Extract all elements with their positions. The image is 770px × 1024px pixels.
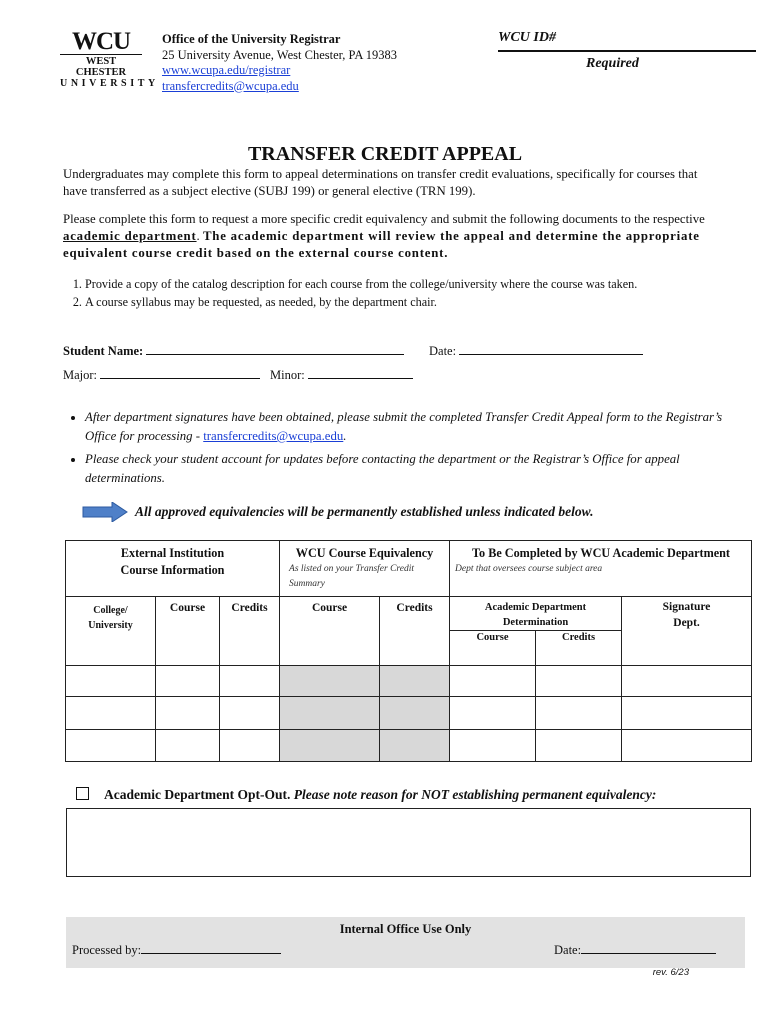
table-row — [66, 730, 752, 762]
logo-line2: WEST CHESTER — [60, 54, 142, 78]
instructions-paragraph — [63, 211, 713, 262]
dept-header: To Be Completed by WCU Academic Department — [472, 546, 730, 560]
bullet-text: After department signatures have been obtained, please submit the completed Transfer Credit Appeal form to the Registrar’s Office for processing - — [85, 410, 723, 443]
permanent-note: All approved equivalencies will be permanently established unless indicated below. — [135, 504, 594, 519]
wcu-course-header: Course — [280, 597, 380, 666]
instructions-period: . — [196, 229, 203, 243]
office-use-section — [66, 917, 745, 968]
optout-instruction: Please note reason for NOT establishing permanent equivalency: — [293, 787, 657, 802]
office-date-input[interactable] — [581, 941, 716, 954]
processed-by-field[interactable] — [72, 941, 281, 958]
dept-subheader: Dept that oversees course subject area — [455, 564, 603, 574]
wcu-subheader: As listed on your Transfer Credit Summary — [289, 564, 415, 589]
student-name-field[interactable] — [63, 342, 404, 359]
table-cell[interactable] — [622, 730, 752, 762]
website-link[interactable]: www.wcupa.edu/registrar — [162, 63, 291, 77]
table-cell[interactable] — [380, 666, 450, 697]
processed-by-label: Processed by: — [72, 943, 142, 957]
table-cell[interactable] — [66, 730, 156, 762]
table-cell[interactable] — [156, 697, 220, 730]
minor-input[interactable] — [308, 366, 413, 379]
table-cell[interactable] — [622, 697, 752, 730]
wcu-credits-header: Credits — [380, 597, 450, 666]
minor-label: Minor: — [270, 368, 305, 382]
major-label: Major: — [63, 368, 98, 382]
table-cell[interactable] — [280, 697, 380, 730]
determination-credits-header: Credits — [536, 631, 622, 666]
email-link[interactable]: transfercredits@wcupa.edu — [162, 78, 299, 93]
table-cell[interactable] — [66, 697, 156, 730]
logo-line3: UNIVERSITY — [60, 78, 159, 89]
documents-list — [63, 276, 735, 311]
required-label: Required — [586, 56, 639, 71]
instructions-bold: The academic department will review the appeal and determine the appropriate equivalent course credit based on the external course content. — [63, 229, 700, 260]
table-cell[interactable] — [450, 730, 536, 762]
table-cell[interactable] — [220, 697, 280, 730]
academic-department-link[interactable]: academic department — [63, 229, 197, 243]
major-input[interactable] — [100, 366, 260, 379]
table-cell[interactable] — [220, 730, 280, 762]
major-field[interactable] — [63, 366, 260, 383]
course-table — [65, 540, 752, 762]
instructions-bullets — [63, 408, 735, 492]
processed-by-input[interactable] — [141, 941, 281, 954]
table-cell[interactable] — [380, 730, 450, 762]
date-field[interactable] — [429, 342, 643, 359]
table-row — [66, 666, 752, 697]
list-item — [85, 408, 735, 446]
minor-field[interactable] — [270, 366, 413, 383]
wcu-id-line — [498, 50, 756, 52]
wcu-logo — [60, 28, 159, 89]
student-name-label: Student Name: — [63, 344, 144, 358]
revision-label: rev. 6/23 — [652, 967, 689, 978]
list-item: 1. Provide a copy of the catalog description for each course from the college/university where the course was taken. — [85, 276, 735, 294]
wcu-header-cell — [280, 541, 450, 597]
college-header: College/ University — [66, 597, 156, 666]
date-label: Date: — [429, 344, 457, 358]
list-item: • Please check your student account for updates before contacting the department or the Registrar’s Office for appeal determinations. — [85, 450, 735, 488]
table-cell[interactable] — [156, 730, 220, 762]
arrow-right-icon — [82, 502, 128, 522]
credits-header: Credits — [220, 597, 280, 666]
intro-paragraph: Undergraduates may complete this form to appeal determinations on transfer credit evaluations, specifically for courses that have transferred as a subject elective (SUBJ 199) or general elective (TRN 199). — [63, 167, 698, 198]
course-header: Course — [156, 597, 220, 666]
external-header-cell — [66, 541, 280, 597]
table-cell[interactable] — [536, 697, 622, 730]
office-name: Office of the University Registrar — [162, 32, 341, 46]
table-cell[interactable] — [450, 697, 536, 730]
table-cell[interactable] — [280, 730, 380, 762]
determination-header: Academic Department Determination — [450, 597, 622, 631]
table-row — [66, 697, 752, 730]
list-item: 2. A course syllabus may be requested, as needed, by the department chair. — [85, 294, 735, 312]
determination-course-header: Course — [450, 631, 536, 666]
table-cell[interactable] — [280, 666, 380, 697]
office-use-title: Internal Office Use Only — [339, 922, 472, 936]
optout-row — [76, 787, 656, 803]
office-date-label: Date: — [554, 943, 582, 957]
table-cell[interactable] — [536, 730, 622, 762]
external-header: External Institution Course Information — [120, 546, 225, 577]
table-cell[interactable] — [622, 666, 752, 697]
date-input[interactable] — [459, 342, 643, 355]
dept-header-cell — [450, 541, 752, 597]
office-address: 25 University Avenue, West Chester, PA 19383 — [162, 47, 398, 62]
table-cell[interactable] — [156, 666, 220, 697]
office-date-field[interactable] — [554, 941, 716, 958]
signature-header: Signature Dept. — [622, 597, 752, 666]
optout-checkbox[interactable] — [76, 787, 89, 800]
optout-reason-box[interactable] — [66, 808, 751, 877]
table-cell[interactable] — [450, 666, 536, 697]
table-cell[interactable] — [66, 666, 156, 697]
table-cell[interactable] — [220, 666, 280, 697]
wcu-id-label: WCU ID# — [498, 30, 556, 45]
optout-label: Academic Department Opt-Out. — [104, 787, 291, 802]
instructions-text: Please complete this form to request a more specific credit equivalency and submit the following documents to the respective — [63, 212, 705, 226]
bullet-period: . — [343, 429, 347, 443]
wcu-id-field[interactable] — [498, 30, 758, 71]
logo-wordmark: WCU — [71, 28, 131, 55]
wcu-header: WCU Course Equivalency — [295, 546, 434, 560]
registrar-email-link[interactable]: transfercredits@wcupa.edu — [203, 429, 344, 443]
office-info — [162, 32, 397, 94]
table-cell[interactable] — [536, 666, 622, 697]
student-name-input[interactable] — [146, 342, 404, 355]
page-title: TRANSFER CREDIT APPEAL — [247, 143, 523, 165]
table-cell[interactable] — [380, 697, 450, 730]
